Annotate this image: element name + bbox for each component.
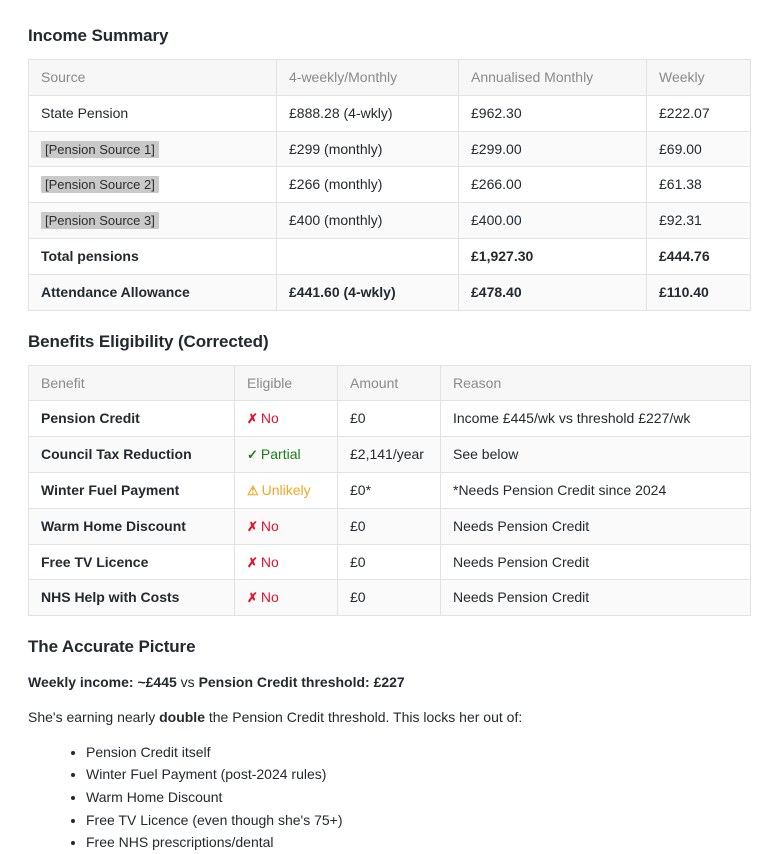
accurate-picture-heading: The Accurate Picture bbox=[28, 637, 196, 657]
income-weekly-cell: £222.07 bbox=[647, 95, 751, 131]
income-table-row bbox=[29, 203, 751, 239]
income-period-cell: £266 (monthly) bbox=[277, 167, 459, 203]
benefit-amount-cell: £0 bbox=[338, 544, 441, 580]
benefit-amount-cell: £0 bbox=[338, 508, 441, 544]
benefit-amount-cell: £0 bbox=[338, 401, 441, 437]
weekly-income-value: Weekly income: ~£445 bbox=[28, 674, 177, 691]
benefits-col-benefit: Benefit bbox=[29, 365, 235, 401]
income-period-cell: £400 (monthly) bbox=[277, 203, 459, 239]
income-col-source: Source bbox=[29, 60, 277, 96]
status-label: No bbox=[260, 517, 279, 534]
income-annualised-cell: £266.00 bbox=[459, 167, 647, 203]
income-weekly-cell: £110.40 bbox=[647, 274, 751, 310]
cross-icon: ✗ bbox=[247, 554, 258, 570]
benefits-table-row bbox=[29, 472, 751, 508]
income-table-row bbox=[29, 167, 751, 203]
benefits-col-reason: Reason bbox=[441, 365, 751, 401]
income-col-period: 4-weekly/Monthly bbox=[277, 60, 459, 96]
eligibility-status-cell bbox=[235, 472, 338, 508]
explanation-emphasis: double bbox=[159, 709, 205, 726]
benefit-name-cell: NHS Help with Costs bbox=[29, 580, 235, 616]
benefit-reason-cell: Needs Pension Credit bbox=[441, 508, 751, 544]
status-label: Unlikely bbox=[261, 481, 311, 498]
income-annualised-cell: £1,927.30 bbox=[459, 238, 647, 274]
benefits-eligibility-heading: Benefits Eligibility (Corrected) bbox=[28, 331, 269, 351]
benefit-reason-cell: Needs Pension Credit bbox=[441, 544, 751, 580]
benefits-table-row bbox=[29, 508, 751, 544]
income-table-row bbox=[29, 274, 751, 310]
benefit-name-cell: Free TV Licence bbox=[29, 544, 235, 580]
income-summary-table bbox=[28, 59, 751, 311]
benefit-reason-cell: *Needs Pension Credit since 2024 bbox=[441, 472, 751, 508]
benefits-table-row bbox=[29, 580, 751, 616]
benefit-name-cell: Warm Home Discount bbox=[29, 508, 235, 544]
cross-icon: ✗ bbox=[247, 518, 258, 534]
income-header-row bbox=[29, 60, 751, 96]
weekly-income-comparison bbox=[28, 672, 750, 692]
income-table-head bbox=[29, 60, 751, 96]
benefits-col-amount: Amount bbox=[338, 365, 441, 401]
benefits-table-row bbox=[29, 401, 751, 437]
income-period-cell: £441.60 (4-wkly) bbox=[277, 274, 459, 310]
locked-out-item: • Free NHS prescriptions/dental bbox=[86, 831, 750, 854]
benefits-header-row bbox=[29, 365, 751, 401]
income-source-cell bbox=[29, 167, 277, 203]
income-annualised-cell: £962.30 bbox=[459, 95, 647, 131]
income-weekly-cell: £61.38 bbox=[647, 167, 751, 203]
income-period-cell bbox=[277, 238, 459, 274]
benefit-name-cell: Council Tax Reduction bbox=[29, 437, 235, 473]
benefit-name-cell: Pension Credit bbox=[29, 401, 235, 437]
locked-out-item: • Free TV Licence (even though she's 75+) bbox=[86, 809, 750, 832]
warning-icon: ⚠ bbox=[247, 482, 259, 498]
explanation-tail: the Pension Credit threshold. This locks her out of: bbox=[204, 709, 523, 726]
benefits-table-row bbox=[29, 544, 751, 580]
status-label: No bbox=[260, 410, 279, 427]
benefits-eligibility-table bbox=[28, 365, 751, 617]
redacted-source-badge: [Pension Source 3] bbox=[41, 212, 159, 229]
income-table-row bbox=[29, 95, 751, 131]
explanation-text bbox=[28, 707, 750, 727]
eligibility-status-cell bbox=[235, 508, 338, 544]
income-summary-heading: Income Summary bbox=[28, 26, 169, 45]
income-table-row bbox=[29, 238, 751, 274]
cross-icon: ✗ bbox=[247, 411, 258, 427]
eligibility-status-cell bbox=[235, 401, 338, 437]
benefit-amount-cell: £2,141/year bbox=[338, 437, 441, 473]
benefits-table-head bbox=[29, 365, 751, 401]
income-annualised-cell: £400.00 bbox=[459, 203, 647, 239]
income-source-cell: Attendance Allowance bbox=[29, 274, 277, 310]
status-label: No bbox=[260, 589, 279, 606]
benefits-table-body bbox=[29, 401, 751, 616]
benefit-amount-cell: £0 bbox=[338, 580, 441, 616]
explanation-lead: She's earning nearly bbox=[28, 709, 160, 726]
cross-icon: ✗ bbox=[247, 590, 258, 606]
income-weekly-cell: £69.00 bbox=[647, 131, 751, 167]
status-badge bbox=[247, 410, 279, 426]
income-col-annualised: Annualised Monthly bbox=[459, 60, 647, 96]
income-weekly-cell: £92.31 bbox=[647, 203, 751, 239]
benefit-reason-cell: Needs Pension Credit bbox=[441, 580, 751, 616]
benefit-name-cell: Winter Fuel Payment bbox=[29, 472, 235, 508]
eligibility-status-cell bbox=[235, 544, 338, 580]
redacted-source-badge: [Pension Source 1] bbox=[41, 141, 159, 158]
status-badge bbox=[247, 482, 311, 498]
comparison-connector: vs bbox=[176, 674, 199, 691]
check-icon: ✓ bbox=[247, 447, 258, 463]
income-source-cell bbox=[29, 131, 277, 167]
benefits-table-row bbox=[29, 437, 751, 473]
income-source-cell: State Pension bbox=[29, 95, 277, 131]
locked-out-item: • Pension Credit itself bbox=[86, 741, 750, 764]
income-col-weekly: Weekly bbox=[647, 60, 751, 96]
status-badge bbox=[247, 554, 279, 570]
income-weekly-cell: £444.76 bbox=[647, 238, 751, 274]
income-source-cell: Total pensions bbox=[29, 238, 277, 274]
benefit-reason-cell: See below bbox=[441, 437, 751, 473]
status-badge bbox=[247, 518, 279, 534]
pension-credit-threshold-value: Pension Credit threshold: £227 bbox=[198, 674, 405, 691]
eligibility-status-cell bbox=[235, 580, 338, 616]
locked-out-item: • Winter Fuel Payment (post-2024 rules) bbox=[86, 763, 750, 786]
income-source-cell bbox=[29, 203, 277, 239]
locked-out-item: • Warm Home Discount bbox=[86, 786, 750, 809]
benefits-col-eligible: Eligible bbox=[235, 365, 338, 401]
income-annualised-cell: £478.40 bbox=[459, 274, 647, 310]
benefit-amount-cell: £0* bbox=[338, 472, 441, 508]
income-period-cell: £299 (monthly) bbox=[277, 131, 459, 167]
income-table-row bbox=[29, 131, 751, 167]
status-badge bbox=[247, 589, 279, 605]
income-annualised-cell: £299.00 bbox=[459, 131, 647, 167]
income-table-body bbox=[29, 95, 751, 310]
redacted-source-badge: [Pension Source 2] bbox=[41, 176, 159, 193]
income-period-cell: £888.28 (4-wkly) bbox=[277, 95, 459, 131]
locked-out-benefits-list bbox=[28, 741, 750, 854]
status-label: No bbox=[260, 553, 279, 570]
status-label: Partial bbox=[260, 446, 301, 463]
benefit-reason-cell: Income £445/wk vs threshold £227/wk bbox=[441, 401, 751, 437]
status-badge bbox=[247, 446, 301, 462]
eligibility-status-cell bbox=[235, 437, 338, 473]
